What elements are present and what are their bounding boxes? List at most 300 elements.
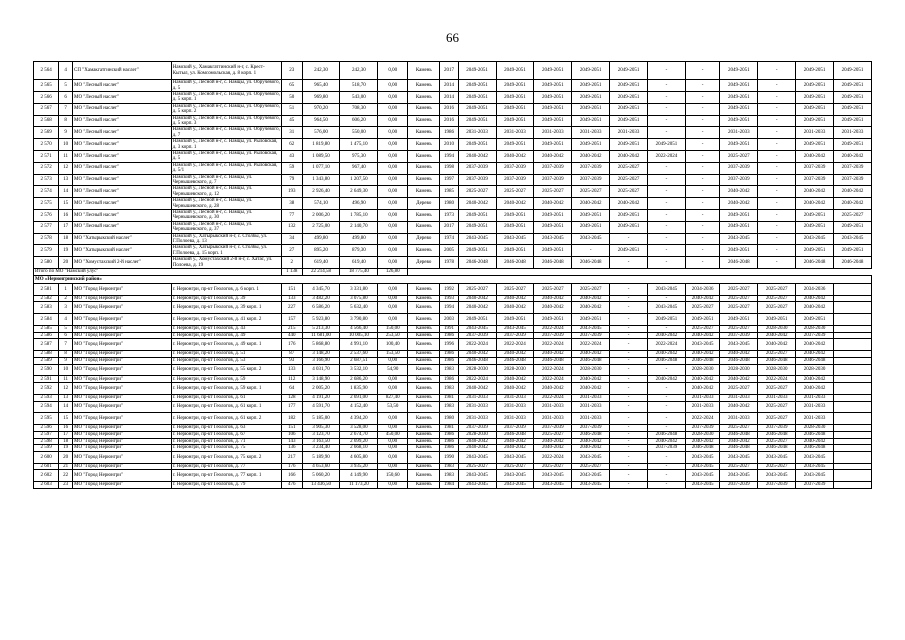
table-cell: 2 572 bbox=[34, 162, 59, 174]
table-cell: 0,00 bbox=[378, 283, 408, 295]
table-cell: 2031-2033 bbox=[496, 127, 534, 139]
table-cell: 2043-2045 bbox=[458, 482, 496, 489]
table-cell: 1994 bbox=[440, 302, 458, 314]
table-cell: - bbox=[648, 413, 686, 425]
table-cell: 62 bbox=[281, 139, 302, 151]
table-cell: 2031-2033 bbox=[572, 394, 610, 401]
table-cell: 11 bbox=[59, 150, 73, 162]
table-cell: 2 565 bbox=[34, 80, 59, 92]
table-cell: 2049-2051 bbox=[796, 209, 834, 221]
table-cell bbox=[833, 431, 871, 438]
table-cell bbox=[833, 401, 871, 413]
table-cell: 2031-2033 bbox=[720, 413, 758, 425]
table-cell: 10 bbox=[59, 364, 73, 376]
table-row bbox=[34, 186, 872, 198]
table-cell: 2 686,20 bbox=[340, 376, 378, 383]
table-cell: 2049-2051 bbox=[758, 314, 796, 326]
table-cell: 2049-2051 bbox=[796, 103, 834, 115]
table-cell: 157 bbox=[281, 314, 302, 326]
table-cell: 1978 bbox=[440, 257, 458, 269]
table-cell: 2022-2024 bbox=[534, 326, 572, 333]
table-cell: 2049-2051 bbox=[796, 245, 834, 257]
table-cell: 2040-2042 bbox=[685, 332, 719, 339]
table-cell: 2049-2051 bbox=[458, 115, 496, 127]
table-cell: 2043-2045 bbox=[648, 283, 686, 295]
table-cell: 1 bbox=[59, 283, 73, 295]
table-cell: г. Нерюнгри, пр-кт Геологов, д. 55 корп. 2 bbox=[171, 364, 281, 376]
table-cell: 1983 bbox=[440, 470, 458, 482]
table-cell: 619,40 bbox=[340, 257, 378, 269]
table-cell: 176 bbox=[281, 463, 302, 470]
table-cell: 2 567 bbox=[34, 103, 59, 115]
table-cell: - bbox=[610, 470, 648, 482]
table-cell: 2016 bbox=[440, 103, 458, 115]
table-cell: 2 575 bbox=[34, 198, 59, 210]
table-cell: 2040-2042 bbox=[796, 383, 834, 395]
table-cell: 2031-2033 bbox=[534, 127, 572, 139]
table-cell: 2028-2030 bbox=[720, 364, 758, 376]
table-cell: 2 595 bbox=[34, 413, 59, 425]
table-cell: 2043-2045 bbox=[496, 470, 534, 482]
table-cell: - bbox=[610, 233, 648, 245]
table-cell: 0,00 bbox=[378, 445, 408, 452]
table-cell: - bbox=[610, 283, 648, 295]
table-cell: МО "Город Нерюнгри" bbox=[73, 383, 172, 395]
table-cell: 2043-2045 bbox=[572, 482, 610, 489]
table-cell: 2049-2051 bbox=[610, 80, 648, 92]
table-cell: - bbox=[648, 198, 686, 210]
table-cell: - bbox=[648, 257, 686, 269]
table-cell: МО "Лесный наслег" bbox=[73, 150, 172, 162]
table-cell: 2046-2048 bbox=[648, 431, 686, 438]
table-cell: 253,50 bbox=[378, 332, 408, 339]
table-cell: 19 bbox=[59, 445, 73, 452]
table-cell: СП "Хамакгатгинский наслег" bbox=[73, 62, 172, 80]
table-cell: - bbox=[758, 257, 796, 269]
table-cell: 2 598 bbox=[34, 438, 59, 445]
table-cell: 1986 bbox=[440, 431, 458, 438]
table-cell: 2028-2030 bbox=[758, 364, 796, 376]
table-cell: МО "Хатырыкский наслег" bbox=[73, 245, 172, 257]
table-cell: 3 163,50 bbox=[302, 438, 340, 445]
table-cell: 2040-2042 bbox=[720, 376, 758, 383]
table-cell bbox=[833, 413, 871, 425]
table-cell: 2 574 bbox=[34, 186, 59, 198]
table-row bbox=[34, 470, 872, 482]
table-cell: 3 148,90 bbox=[302, 376, 340, 383]
table-cell: 2049-2051 bbox=[458, 314, 496, 326]
table-cell: 1984 bbox=[440, 482, 458, 489]
table-cell: 2049-2051 bbox=[534, 245, 572, 257]
table-cell: г. Нерюнгри, пр-кт Геологов, д. 67 bbox=[171, 431, 281, 438]
table-cell: - bbox=[685, 245, 719, 257]
table-cell: - bbox=[685, 139, 719, 151]
table-cell: 2049-2051 bbox=[496, 62, 534, 80]
table-row bbox=[34, 401, 872, 413]
table-cell: 2025-2027 bbox=[610, 174, 648, 186]
table-cell: 2031-2033 bbox=[758, 394, 796, 401]
table-cell: 2040-2042 bbox=[572, 376, 610, 383]
table-cell: 2046-2048 bbox=[458, 257, 496, 269]
table-cell: 2040-2042 bbox=[496, 376, 534, 383]
table-cell: 2040-2042 bbox=[572, 198, 610, 210]
table-cell: - bbox=[610, 425, 648, 432]
table-cell: 2043-2045 bbox=[496, 326, 534, 333]
table-cell: - bbox=[685, 186, 719, 198]
table-cell: Намский у., Лесной н-г, с. Намцы, ул. Чернышевского, д. 7 bbox=[171, 174, 281, 186]
table-cell: г. Нерюнгри, пр-кт Геологов, д. 49 bbox=[171, 332, 281, 339]
table-cell: 2040-2042 bbox=[758, 332, 796, 339]
table-cell: МО "Город Нерюнгри" bbox=[73, 413, 172, 425]
table-cell: 13 bbox=[59, 174, 73, 186]
table-cell: 14 bbox=[59, 186, 73, 198]
table-cell: 1986 bbox=[440, 332, 458, 339]
table-cell: 2049-2051 bbox=[572, 103, 610, 115]
table-cell: 2022-2024 bbox=[648, 339, 686, 351]
table-cell: 2025-2027 bbox=[458, 463, 496, 470]
table-cell: 2040-2042 bbox=[796, 351, 834, 358]
table-cell: 2025-2027 bbox=[758, 302, 796, 314]
table-cell: 2049-2051 bbox=[534, 91, 572, 103]
table-cell: МО "Город Нерюнгри" bbox=[73, 482, 172, 489]
table-cell: 166 bbox=[281, 470, 302, 482]
table-cell: 2 594 bbox=[34, 401, 59, 413]
table-cell: 2 589 bbox=[34, 357, 59, 364]
table-cell: 476 bbox=[281, 482, 302, 489]
table-cell: 2049-2051 bbox=[833, 115, 871, 127]
table-cell: 1996 bbox=[440, 339, 458, 351]
table-cell: Камень bbox=[408, 383, 440, 395]
table-cell: 2037-2039 bbox=[796, 174, 834, 186]
table-cell: 2040-2042 bbox=[833, 198, 871, 210]
table-cell: 3 790,80 bbox=[340, 314, 378, 326]
table-cell: 16 bbox=[59, 209, 73, 221]
table-cell: г. Нерюнгри, пр-кт Геологов, д. 71 bbox=[171, 438, 281, 445]
table-cell: - bbox=[758, 221, 796, 233]
table-cell: 2043-2045 bbox=[572, 470, 610, 482]
table-cell: 5 632,40 bbox=[340, 302, 378, 314]
table-cell: 9 bbox=[59, 357, 73, 364]
table-cell: 2043-2045 bbox=[685, 339, 719, 351]
table-cell: Дерево bbox=[408, 198, 440, 210]
table-cell: 2049-2051 bbox=[496, 103, 534, 115]
table-cell: 2 583 bbox=[34, 302, 59, 314]
table-cell: 550,00 bbox=[340, 127, 378, 139]
table-cell: 2 140,70 bbox=[340, 221, 378, 233]
table-cell: 176 bbox=[281, 339, 302, 351]
table-cell: 2049-2051 bbox=[496, 221, 534, 233]
table-cell: МО "Лесный наслег" bbox=[73, 80, 172, 92]
table-cell: 22 bbox=[59, 470, 73, 482]
table-row bbox=[34, 383, 872, 395]
table-cell: 1986 bbox=[440, 376, 458, 383]
table-cell: 2049-2051 bbox=[610, 91, 648, 103]
table-cell: Намский у., Лесной н-г, с. Намцы, ул. Обручевого, д. 5 корп. 3 bbox=[172, 115, 280, 126]
table-cell: 54,90 bbox=[378, 364, 408, 376]
table-cell: 969,80 bbox=[302, 91, 340, 103]
table-cell: 2022-2024 bbox=[496, 339, 534, 351]
table-cell: Камень bbox=[408, 470, 440, 482]
table-cell: 2040-2042 bbox=[534, 295, 572, 302]
table-cell: 10 bbox=[59, 139, 73, 151]
table-cell: Дерево bbox=[408, 257, 440, 269]
table-cell: 1985 bbox=[440, 186, 458, 198]
table-cell: - bbox=[610, 295, 648, 302]
table-cell: 2037-2039 bbox=[496, 174, 534, 186]
table-cell: МО "Город Нерюнгри" bbox=[73, 314, 172, 326]
table-cell: 177 bbox=[281, 401, 302, 413]
table-cell: - bbox=[610, 332, 648, 339]
table-cell: 2 564 bbox=[34, 62, 59, 80]
table-cell: 151 bbox=[281, 425, 302, 432]
table-row bbox=[34, 150, 872, 162]
table-cell: 2049-2051 bbox=[648, 314, 686, 326]
table-cell: 4 591,70 bbox=[302, 401, 340, 413]
table-cell: 2025-2027 bbox=[720, 150, 758, 162]
table-cell: 2037-2039 bbox=[758, 425, 796, 432]
table-cell: 3 234,40 bbox=[302, 445, 340, 452]
total-empty bbox=[408, 268, 872, 276]
table-row bbox=[34, 332, 872, 339]
table-cell: 2028-2030 bbox=[572, 364, 610, 376]
table-row bbox=[34, 103, 872, 115]
table-cell: 4 653,60 bbox=[302, 463, 340, 470]
table-cell: 2037-2039 bbox=[572, 162, 610, 174]
table-cell: 5 185,00 bbox=[302, 413, 340, 425]
table-cell: - bbox=[610, 364, 648, 376]
table-cell: 2049-2051 bbox=[572, 80, 610, 92]
table-cell: 2040-2042 bbox=[572, 302, 610, 314]
table-cell: 2 687,51 bbox=[340, 357, 378, 364]
table-cell: 2040-2042 bbox=[534, 198, 572, 210]
table-cell: 2031-2033 bbox=[685, 394, 719, 401]
table-cell: 2025-2027 bbox=[758, 413, 796, 425]
table-cell: 2 582 bbox=[34, 295, 59, 302]
table-cell: - bbox=[758, 139, 796, 151]
table-cell: - bbox=[648, 115, 686, 127]
table-cell: 2022-2024 bbox=[534, 451, 572, 463]
table-cell: 2049-2051 bbox=[796, 115, 834, 127]
table-cell: - bbox=[685, 115, 719, 127]
table-cell: МО "Лесный наслег" bbox=[73, 103, 172, 115]
table-cell: 2 926,40 bbox=[302, 186, 340, 198]
table-cell: 34 bbox=[281, 233, 302, 245]
table-row bbox=[34, 364, 872, 376]
table-cell: Камень bbox=[408, 91, 440, 103]
table-cell: 2043-2045 bbox=[534, 482, 572, 489]
table-cell bbox=[833, 445, 871, 452]
table-cell: - bbox=[685, 91, 719, 103]
table-cell: 2025-2027 bbox=[610, 186, 648, 198]
table-cell: Намский у., Лесной н-г, с. Намцы, ул. Чернышевского, д. 37 bbox=[171, 221, 281, 233]
table-cell: 2040-2042 bbox=[458, 295, 496, 302]
table-cell: 2037-2039 bbox=[534, 332, 572, 339]
table-cell: 2040-2042 bbox=[534, 302, 572, 314]
table-cell: 1981 bbox=[440, 425, 458, 432]
total-apartments: 1 138 bbox=[281, 268, 302, 276]
table-cell: 2031-2033 bbox=[796, 401, 834, 413]
table-cell: 1991 bbox=[440, 326, 458, 333]
table-cell: 2037-2039 bbox=[796, 162, 834, 174]
table-cell: 2049-2051 bbox=[572, 115, 610, 127]
table-cell: - bbox=[610, 351, 648, 358]
table-cell: 2040-2042 bbox=[534, 445, 572, 452]
table-cell: 2037-2039 bbox=[720, 174, 758, 186]
table-cell: 2 570 bbox=[34, 139, 59, 151]
table-cell: 2049-2051 bbox=[496, 115, 534, 127]
table-cell: МО "Лесный наслег" bbox=[73, 127, 172, 139]
table-cell: Камень bbox=[408, 314, 440, 326]
table-cell: 2040-2042 bbox=[796, 295, 834, 302]
table-cell: Намский у., Лесной н-г, с. Намцы, ул. Чернышевского, д. 12 bbox=[171, 186, 281, 198]
table-cell: - bbox=[648, 127, 686, 139]
table-cell: 143 bbox=[281, 438, 302, 445]
table-cell: г. Нерюнгри, пр-кт Геологов, д. 61 bbox=[171, 394, 281, 401]
table-row bbox=[34, 463, 872, 470]
table-cell: 11 173,20 bbox=[340, 482, 378, 489]
table-cell: МО "Город Нерюнгри" bbox=[73, 326, 172, 333]
table-cell: 2 571 bbox=[34, 150, 59, 162]
table-cell: 2 592 bbox=[34, 383, 59, 395]
table-cell: Камень bbox=[408, 431, 440, 438]
table-cell: 619,40 bbox=[302, 257, 340, 269]
table-cell bbox=[833, 463, 871, 470]
table-cell: 2049-2051 bbox=[720, 139, 758, 151]
table-cell: 3 935,20 bbox=[340, 463, 378, 470]
table-cell: 3 148,20 bbox=[302, 351, 340, 358]
table-cell: 2025-2027 bbox=[534, 283, 572, 295]
table-cell: Камень bbox=[408, 425, 440, 432]
table-cell: 2049-2051 bbox=[572, 62, 610, 80]
table-cell: 2037-2039 bbox=[458, 425, 496, 432]
table-cell: 2040-2042 bbox=[572, 445, 610, 452]
table-cell: Намский у., Хамакгатгинский н-г, с. Крест-Кытыл, ул. Комсомольская, д. 8 корп. 1 bbox=[171, 62, 281, 80]
table-cell: 2040-2042 bbox=[685, 376, 719, 383]
table-cell: МО "Город Нерюнгри" bbox=[73, 364, 172, 376]
table-cell: МО "Лесный наслег" bbox=[73, 174, 172, 186]
table-cell: МО "Город Нерюнгри" bbox=[73, 451, 172, 463]
table-cell: г. Нерюнгри, пр-кт Геологов, д. 59 bbox=[171, 376, 281, 383]
table-cell: 2040-2042 bbox=[572, 150, 610, 162]
table-cell: 0,00 bbox=[378, 209, 408, 221]
table-cell: 2046-2048 bbox=[496, 431, 534, 438]
table-cell: 2046-2048 bbox=[758, 431, 796, 438]
table-cell: 879,30 bbox=[340, 245, 378, 257]
table-cell: 2049-2051 bbox=[720, 314, 758, 326]
table-cell: 2040-2042 bbox=[720, 351, 758, 358]
table-cell: МО "Город Нерюнгри" bbox=[73, 470, 172, 482]
table-cell: 2022-2024 bbox=[758, 376, 796, 383]
table-cell: 2043-2045 bbox=[534, 470, 572, 482]
table-cell: 2049-2051 bbox=[534, 221, 572, 233]
table-cell: 2031-2033 bbox=[833, 127, 871, 139]
table-cell: 2031-2033 bbox=[796, 394, 834, 401]
table-cell: 0,00 bbox=[378, 174, 408, 186]
table-cell: МО "Город Нерюнгри" bbox=[73, 438, 172, 445]
table-cell: 2049-2051 bbox=[610, 62, 648, 80]
table-row bbox=[34, 295, 872, 302]
table-row bbox=[34, 127, 872, 139]
table-cell: г. Нерюнгри, пр-кт Геологов, д. 43 bbox=[171, 326, 281, 333]
table-row bbox=[34, 445, 872, 452]
table-cell: 2 569 bbox=[34, 127, 59, 139]
table-cell: 13 436,50 bbox=[302, 482, 340, 489]
table-cell: 2040-2042 bbox=[610, 150, 648, 162]
table-cell: 2040-2042 bbox=[458, 302, 496, 314]
table-cell: МО "Лесный наслег" bbox=[73, 198, 172, 210]
table-cell: 965,40 bbox=[302, 80, 340, 92]
table-cell: 2049-2051 bbox=[833, 221, 871, 233]
table-cell: 2043-2045 bbox=[572, 233, 610, 245]
table-cell: 576,00 bbox=[302, 127, 340, 139]
page-number: 66 bbox=[446, 30, 459, 45]
table-cell: Намский у., Хатырыкский н-г, с. Столбы, ул. Г.Полоева, д. 13 bbox=[171, 233, 281, 245]
table-cell: г. Нерюнгри, пр-кт Геологов, д. 41 корп. 2 bbox=[171, 314, 281, 326]
table-cell: 1997 bbox=[440, 174, 458, 186]
table-cell: Камень bbox=[408, 339, 440, 351]
table-cell: 100,40 bbox=[378, 339, 408, 351]
table-cell: 4 394,20 bbox=[340, 413, 378, 425]
table-cell: 967,40 bbox=[340, 162, 378, 174]
table-cell: 2046-2048 bbox=[496, 357, 534, 364]
table-cell: 6 bbox=[59, 91, 73, 103]
table-cell: 4 991,10 bbox=[340, 339, 378, 351]
table-cell: 2 580 bbox=[34, 257, 59, 269]
table-cell: 2025-2027 bbox=[534, 463, 572, 470]
table-cell: 17 bbox=[59, 221, 73, 233]
table-cell: 2046-2048 bbox=[720, 431, 758, 438]
table-cell: 2046-2048 bbox=[534, 257, 572, 269]
total-row bbox=[34, 268, 872, 276]
table-cell: 182 bbox=[281, 413, 302, 425]
table-cell: 2025-2027 bbox=[758, 383, 796, 395]
table-cell: 12 bbox=[59, 383, 73, 395]
table-cell bbox=[833, 394, 871, 401]
table-cell: 2049-2051 bbox=[458, 80, 496, 92]
table-cell: 2037-2039 bbox=[496, 425, 534, 432]
table-cell: 2049-2051 bbox=[720, 80, 758, 92]
table-cell: МО "Лесный наслег" bbox=[73, 115, 172, 127]
table-row bbox=[34, 257, 872, 269]
table-row bbox=[34, 198, 872, 210]
table-cell: - bbox=[685, 221, 719, 233]
total-label: Итого по МО "Намский улус" bbox=[34, 268, 282, 276]
table-cell: - bbox=[648, 401, 686, 413]
table-cell: 2031-2033 bbox=[458, 413, 496, 425]
table-cell: 2031-2033 bbox=[458, 127, 496, 139]
table-cell: 2028-2030 bbox=[458, 431, 496, 438]
table-row bbox=[34, 339, 872, 351]
table-cell: 2043-2045 bbox=[720, 339, 758, 351]
table-cell: 0,00 bbox=[378, 198, 408, 210]
table-cell: 2025-2027 bbox=[685, 302, 719, 314]
table-cell: 2037-2039 bbox=[496, 162, 534, 174]
table-cell: - bbox=[610, 376, 648, 383]
table-cell: 2049-2051 bbox=[796, 80, 834, 92]
table-cell: 2 587 bbox=[34, 339, 59, 351]
table-cell: 1983 bbox=[440, 401, 458, 413]
table-cell: - bbox=[685, 233, 719, 245]
table-cell: 20 bbox=[59, 257, 73, 269]
table-cell: 2031-2033 bbox=[796, 127, 834, 139]
table-cell: - bbox=[758, 233, 796, 245]
table-cell: МО "Лесный наслег" bbox=[73, 162, 172, 174]
table-cell: 11 681,00 bbox=[302, 332, 340, 339]
table-cell: 0,00 bbox=[378, 127, 408, 139]
table-row bbox=[34, 245, 872, 257]
table-cell: 970,20 bbox=[302, 103, 340, 115]
table-cell: МО "Лесный наслег" bbox=[73, 186, 172, 198]
